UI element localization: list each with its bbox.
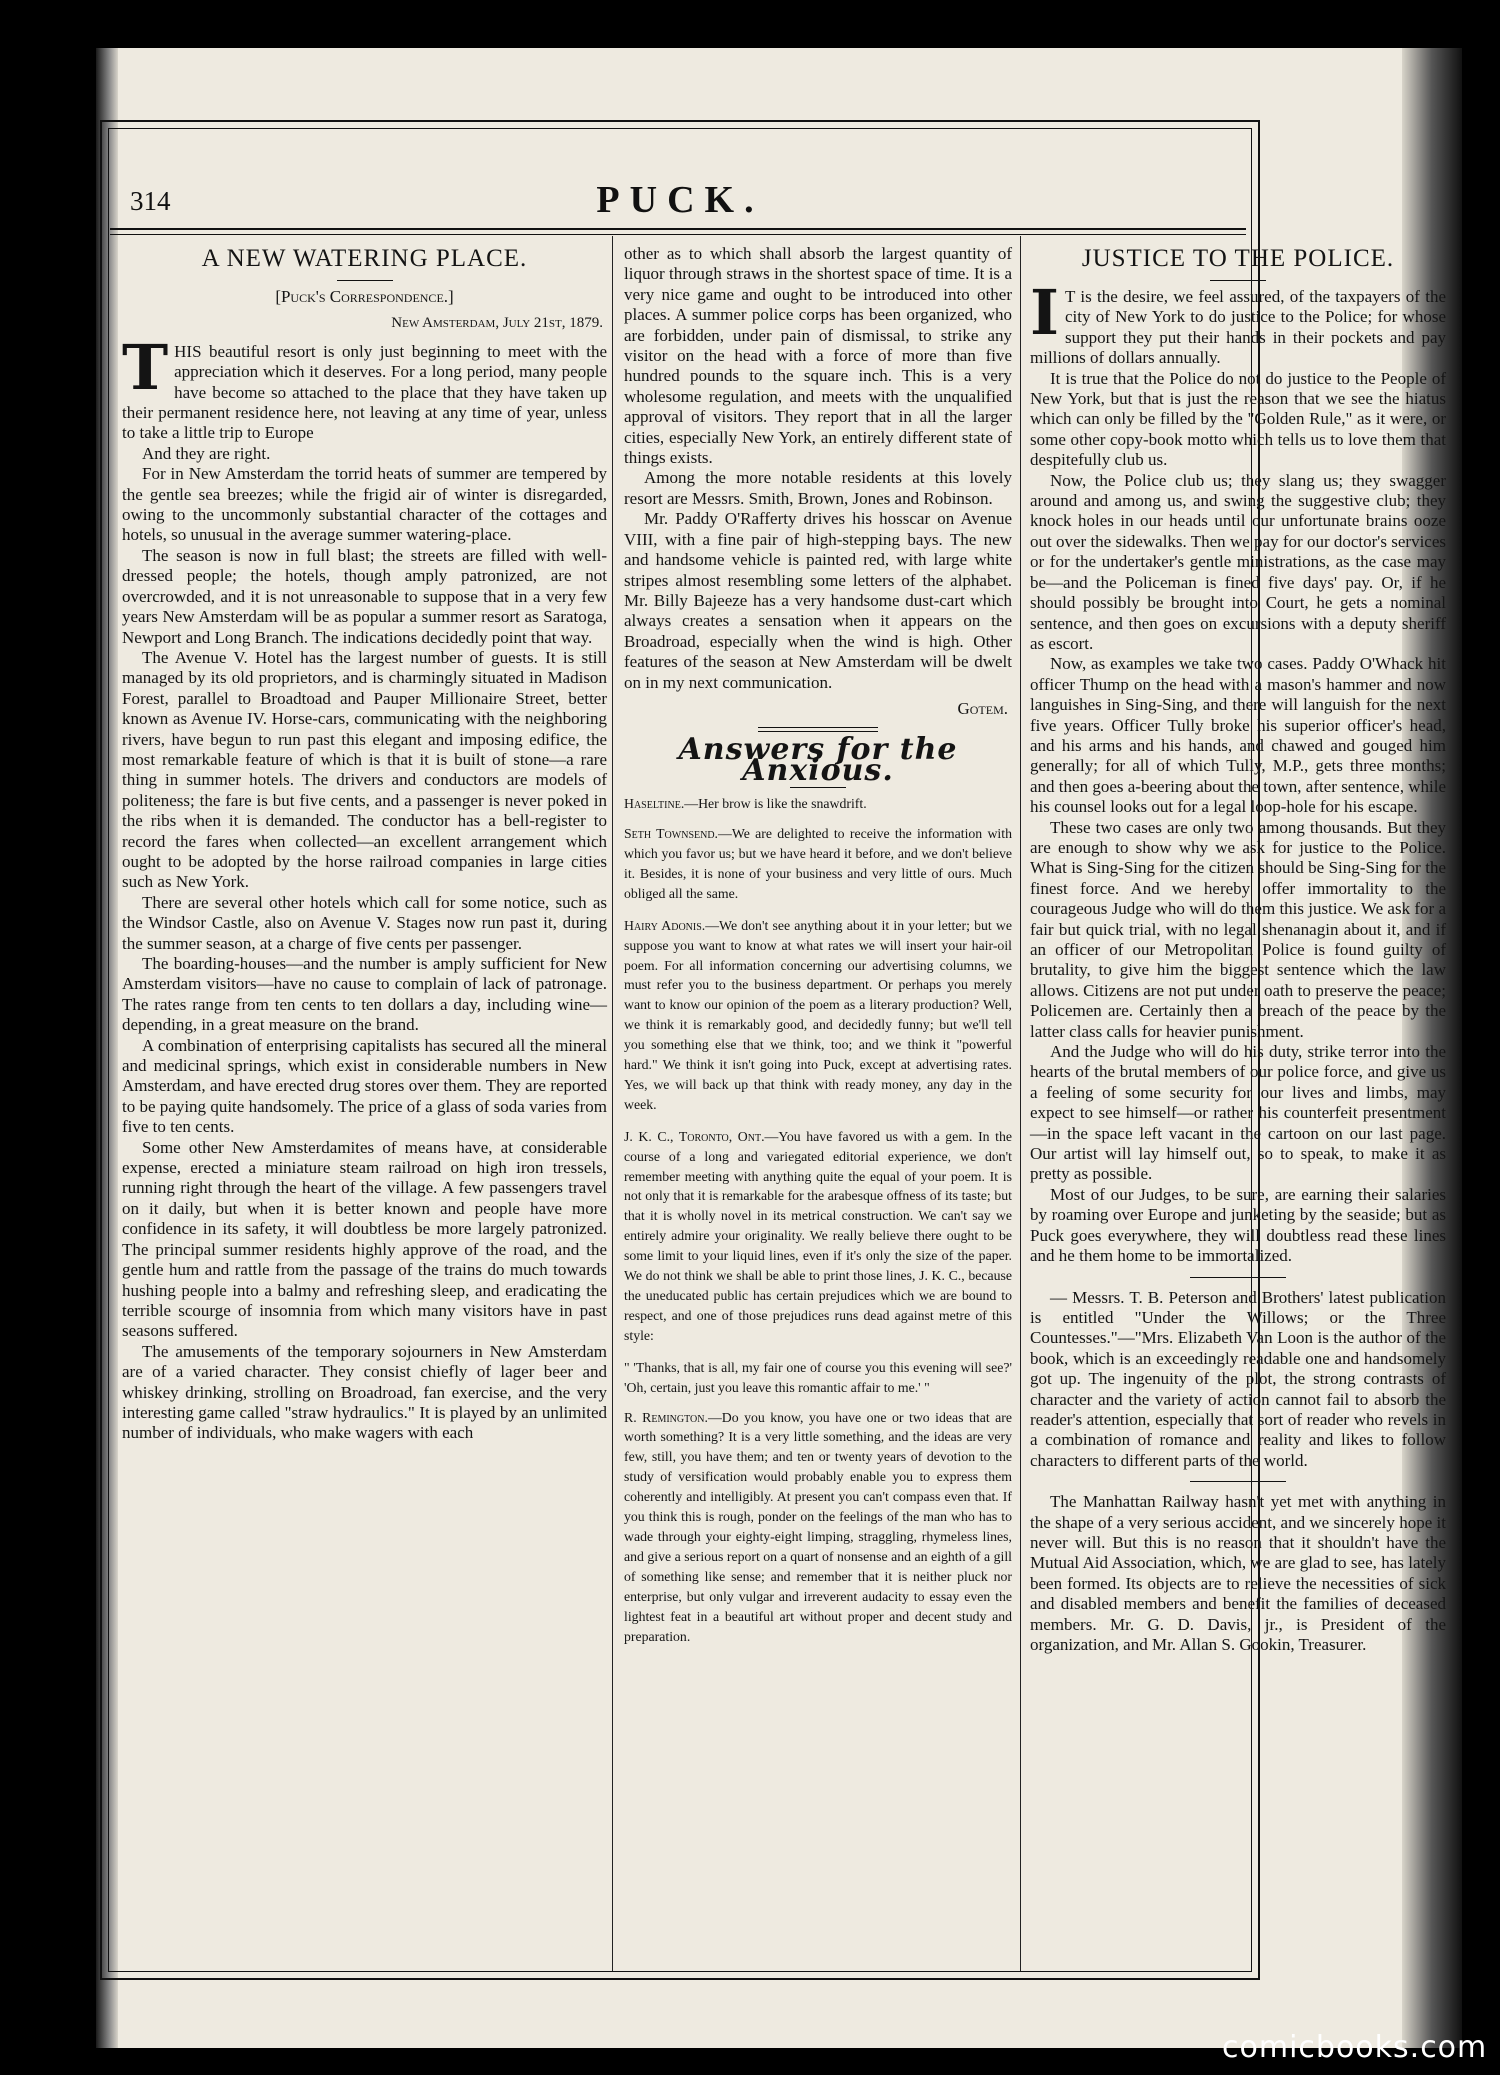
answer-item: Haseltine.—Her brow is like the snawdrift. bbox=[624, 796, 867, 812]
news-note: The Manhattan Railway hasn't yet met with anything in the shape of a very serious accident, and we sincerely hope it never will. But this is no reason that it shouldn't have the Mutual Aid Association, which, we are glad to see, has lately been formed. Its objects are to relieve the necessities of sick and disabled members and benefit the families of deceased members. Mr. G. D. Davis, jr., is President of the organization, and Mr. Allan S. Gookin, Treasurer. bbox=[1030, 1492, 1446, 1654]
paragraph: The Avenue V. Hotel has the largest number of guests. It is still managed by its old proprietors, and is charmingly situated in Madison Forest, parallel to Broadtoad and Pauper Millionaire Street, better known as Avenue IV. Horse-cars, communicating with the neighboring rivers, have begun to run past this elegant and imposing edifice, the most remarkable feature of which is that it is built of stone—a rare thing in summer hotels. The drivers and conductors are models of politeness; the fare is but five cents, and a passenger is never poked in the ribs when it is demanded. The conductor has a bell-register to record the fares when collected—an excellent arrangement which ought to be adopted by the horse railroad companies in large cities such as New York. bbox=[122, 647, 607, 892]
header-rule bbox=[110, 228, 1246, 235]
paragraph: And the Judge who will do his duty, strike terror into the hearts of the brutal members of our police force, and give us a feeling of some security for our lives and limbs, may expect to see himself—or rather his counterfeit presentment—in the space left vacant in the cartoon on our last page. Our artist will lay himself out, so to speak, to make it as pretty as possible. bbox=[1030, 1042, 1446, 1184]
article-subhead: [Puck's Correspondence.] bbox=[275, 287, 454, 306]
paragraph: Among the more notable residents at this lovely resort are Messrs. Smith, Brown, Jones and Robinson. bbox=[624, 468, 1012, 508]
drop-cap: T bbox=[122, 330, 169, 404]
column-1 bbox=[122, 244, 607, 1444]
divider bbox=[337, 280, 393, 281]
paragraph: A combination of enterprising capitalists has secured all the mineral and medicinal springs, which exist in considerable numbers in New Amsterdam, and have erected drug stores over them. They are reported to be paying quite handsomely. The price of a glass of soda varies from five to ten cents. bbox=[122, 1035, 607, 1137]
page-number: 314 bbox=[130, 186, 171, 216]
paragraph: And they are right. bbox=[142, 443, 271, 463]
divider bbox=[1210, 280, 1266, 281]
signature: Gotem. bbox=[957, 698, 1008, 718]
paragraph: For in New Amsterdam the torrid heats of summer are tempered by the gentle sea breezes; while the frigid air of winter is disregarded, owing to the uncommonly substantial character of the cottages and hotels, so unusual in the average summer watering-place. bbox=[122, 464, 607, 545]
paragraph: The season is now in full blast; the streets are filled with well-dressed people; the hotels, though amply patronized, are not overcrowded, and it is not unreasonable to suppose that in a very few years New Amsterdam will be as popular a summer resort as Saratoga, Newport and Long Branch. The indications decidedly point that way. bbox=[122, 545, 607, 647]
news-note: — Messrs. T. B. Peterson and Brothers' latest publication is entitled "Under the Willows; or the Three Countesses."—"Mrs. Elizabeth Van Loon is the author of the book, which is an exceedingly readable one and handsomely got up. The ingenuity of the plot, the strong contrasts of character and the variety of action cannot fail to absorb the reader's attention, especially that sort of reader who revels in a combination of romance and reality and likes to follow characters to different parts of the world. bbox=[1030, 1287, 1446, 1470]
answer-item: Seth Townsend.—We are delighted to receive the information with which you favor us; but we have heard it before, and we don't believe it. Besides, it is none of your business and very little of ours. Much obliged all the same. bbox=[624, 826, 1012, 901]
paragraph: Most of our Judges, to be sure, are earning their salaries by roaming over Europe and junketing by the seaside; but as Puck goes everywhere, they will doubtless read these lines and he them home to be immortalized. bbox=[1030, 1184, 1446, 1266]
quoted-verse: " 'Thanks, that is all, my fair one of course you this evening will see?' 'Oh, certain, just you leave this romantic affair to me.' " bbox=[624, 1359, 1012, 1395]
answers-list bbox=[624, 794, 1012, 1646]
paragraph: other as to which shall absorb the largest quantity of liquor through straws in the shortest space of time. It is a very nice game and ought to be introduced into other places. A summer police corps has been organized, who are forbidden, under pain of dismissal, to strike any visitor on the head with a force of more than five hundred pounds to the square inch. This is a very wholesome regulation, and meets with the unqualified approval of visitors. They report that in all the larger cities, especially New York, an entirely different state of things exists. bbox=[624, 244, 1012, 468]
paragraph: Mr. Paddy O'Rafferty drives his hosscar on Avenue VIII, with a fine pair of high-stepping bays. The new and handsome vehicle is painted red, with large white stripes almost resembling some letters of the alphabet. Mr. Billy Bajeeze has a very handsome dust-cart which always creates a sensation when it appears on the Broadroad, especially when the wind is high. Other features of the season at New Amsterdam will be dwelt on in my next communication. bbox=[624, 509, 1012, 692]
answer-item: Hairy Adonis.—We don't see anything about it in your letter; but we suppose you want to know at what rates we will insert your hair-oil poem. For all information concerning our advertising columns, we must refer you to the business department. Or perhaps you merely want to know our opinion of the poem as a literary production? Well, we think it is remarkably good, and decidedly funny; but we'll tell you something else that we think, too; and we think it "powerful hard." We think it isn't going into Puck, except at advertising rates. Yes, we will back up that think with ready money, any day in the week. bbox=[624, 917, 1012, 1112]
answer-item: R. Remington.—Do you know, you have one or two ideas that are worth something? It is a very little something, and the ideas are very few, still, you have them; and ten or twenty years of devotion to the study of versification would probably enable you to express them coherently and intelligibly. At present you can't compass even that. If you think this is rough, ponder on the feelings of the man who has to wade through your eighty-eight limping, straggling, rhymeless lines, and give a serious report on a quart of nonsense and an eighth of a gill of something like sense; and remember that it is neither pluck nor enterprise, but only vulgar and irreverent audacity to essay even the lightest feat in a beautiful art without proper and decent study and preparation. bbox=[624, 1409, 1012, 1644]
column-2 bbox=[624, 244, 1012, 1658]
page-header bbox=[130, 150, 1230, 230]
paragraph: THIS beautiful resort is only just beginning to meet with the appreciation which it deserves. For a long period, many people have become so attached to the place that they have taken up their permanent residence here, not leaving at any time of year, unless to take a little trip to Europe bbox=[122, 330, 607, 443]
drop-cap: I bbox=[1030, 276, 1060, 349]
column-3 bbox=[1030, 244, 1446, 1655]
paragraph: The boarding-houses—and the number is amply sufficient for New Amsterdam visitors—have no cause to complain of lack of patronage. The rates range from ten cents to ten dollars a day, including wine—depending, in a great measure on the brand. bbox=[122, 954, 607, 1035]
answer-item: J. K. C., Toronto, Ont.—You have favored us with a gem. In the course of a long and variegated editorial experience, we don't remember meeting with anything quite the equal of your poem. It is not only that it is remarkable for the arabesque offness of its taste; but that it is wholly novel in its metrical construction. We can't say we entirely admire your originality. We really believe there ought to be some limit to your liquid lines, even if it's only the size of the paper. We do not think we shall be able to print those lines, J. K. C., because the uneducated public has certain prejudices which we are bound to respect, and one of those prejudices runs dead against metre of this style: bbox=[624, 1128, 1012, 1343]
divider bbox=[1190, 1277, 1286, 1278]
column-rule bbox=[612, 236, 613, 1971]
paragraph: Now, the Police club us; they slang us; they swagger around and among us, and swing the suggestive club; they knock holes in our heads until our unfortunate brains ooze out over the sidewalks. Then we pay for our doctor's services or for the undertaker's gentle ministrations, as the case may be—and the Policeman is fined five days' pay. Or, if he should possibly be brought into Court, he gets a nominal sentence, and then goes on excursions with a deputy sheriff as escort. bbox=[1030, 470, 1446, 653]
article-title: A NEW WATERING PLACE. bbox=[201, 245, 528, 272]
divider bbox=[1190, 1481, 1286, 1482]
masthead: PUCK. bbox=[596, 179, 764, 221]
paragraph: It is true that the Police do not do justice to the People of New York, but that is just the reason that we see the hiatus which can only be filled by the "Golden Rule," as it were, or some other copy-book motto which tells us to love them that despitefully club us. bbox=[1030, 368, 1446, 470]
paragraph: The amusements of the temporary sojourners in New Amsterdam are of a varied character. They consist chiefly of lager beer and whiskey drinking, strolling on Broadroad, fan exercise, and the very interesting game called "straw hydraulics." It is played by an unlimited number of individuals, who make wagers with each bbox=[122, 1341, 607, 1443]
paragraph: Now, as examples we take two cases. Paddy O'Whack hit officer Thump on the head with a mason's hammer and now languishes in Sing-Sing, and there will languish for the next five years. Officer Tully broke his superior officer's head, and his arms and his hands, and chawed and gouged him generally; for all of which Tully, M.P., gets three months; and then goes a-beering about the town, after sentence, while his counsel looks out for a legal loop-hole for his escape. bbox=[1030, 654, 1446, 817]
section-title: Answers for the Anxious. bbox=[678, 732, 958, 788]
paragraph: Some other New Amsterdamites of means have, at considerable expense, erected a miniature steam railroad on high iron tressels, running right through the heart of the village. A few passengers travel on it daily, but when it is better known and people have more confidence in its safety, it will doubtless be more largely patronized. The principal summer residents highly approve of the road, and the gentle hum and rattle from the passage of the trains do much towards hushing people into a balmy and refreshing sleep, and eradicating the terrible scourge of insomnia from which many visitors have in past seasons suffered. bbox=[122, 1137, 607, 1341]
watermark: comicbooks.com bbox=[1222, 2030, 1488, 2065]
paragraph: I T is the desire, we feel assured, of the taxpayers of the city of New York to do justice to the Police; for whose support they put their hands in their pockets and pay millions of dollars annually. bbox=[1030, 276, 1446, 368]
article-dateline: New Amsterdam, July 21st, 1879. bbox=[391, 315, 603, 332]
paragraph: There are several other hotels which call for some notice, such as the Windsor Castle, also on Avenue V. Stages now run past it, during the summer season, at a charge of five cents per passenger. bbox=[122, 892, 607, 953]
article-title: JUSTICE TO THE POLICE. bbox=[1081, 245, 1395, 272]
paragraph: These two cases are only two among thousands. But they are enough to show why we ask for justice to the Police. What is Sing-Sing for the citizen should be Sing-Sing for the finest force. And we hereby offer immortality to the courageous Judge who will do them this justice. We ask for a fair but quick trial, with no legal shenanagin about it, and if an officer of our Metropolitan Police is found guilty of brutality, to give him the biggest sentence which the law allows. Citizens are not put under oath to preserve the peace; Policemen are. Certainly then a breach of the peace by the latter class calls for heavier punishment. bbox=[1030, 817, 1446, 1041]
column-rule bbox=[1020, 236, 1021, 1971]
